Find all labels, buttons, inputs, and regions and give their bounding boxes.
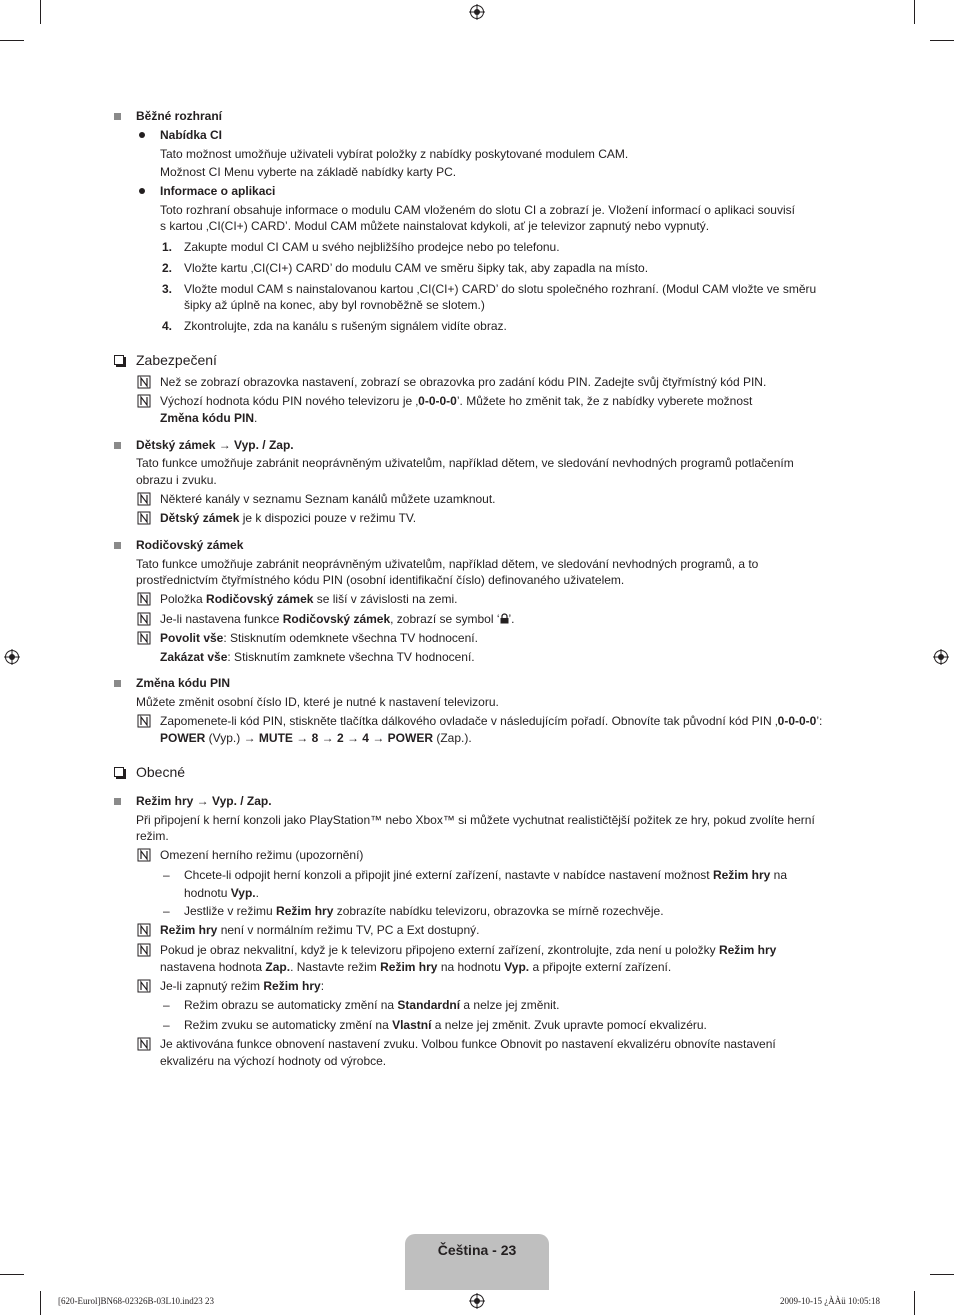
print-slug-right: 2009-10-15 ¿ÀÀü 10:05:18	[780, 1296, 880, 1306]
registration-mark-icon	[469, 1293, 485, 1309]
crop-mark	[914, 1291, 915, 1315]
note-text: Omezení herního režimu (upozornění)	[160, 848, 364, 862]
dash-bullet: –	[163, 998, 170, 1012]
square-bullet-icon	[114, 113, 121, 120]
text-run: Režim hry	[263, 979, 321, 993]
text-run: →	[368, 731, 388, 745]
paragraph-line: Tato funkce umožňuje zabránit neoprávněným uživatelům, například dětem, ve sledování nevhodných programů potlačením	[136, 456, 794, 470]
checkbox-bullet-icon	[114, 355, 124, 365]
text-run: Pokud je obraz nekvalitní, když je k televizoru připojeno externí zařízení, zkontrolujte, zda není u položky	[160, 943, 719, 957]
text-run: Vyp.	[230, 886, 256, 900]
section-heading: Změna kódu PIN	[136, 676, 231, 690]
note-icon	[137, 612, 151, 626]
round-bullet-icon	[139, 132, 145, 138]
dash-item-text	[184, 1017, 707, 1033]
text-run: a nelze jej změnit.	[460, 998, 560, 1012]
note-icon	[137, 848, 151, 862]
text-run: Režim hry	[712, 868, 771, 882]
text-run: , zobrazí se symbol ‘	[390, 612, 500, 626]
checkbox-bullet-icon	[114, 767, 124, 777]
square-bullet-icon	[114, 542, 121, 549]
note-text	[160, 649, 475, 665]
section-heading: Běžné rozhraní	[136, 109, 223, 123]
step-text: šipky až úplně na konec, aby byl rovnoběžně se slotem.)	[184, 298, 485, 312]
dash-bullet: –	[163, 904, 170, 918]
text-run: (Zap.).	[433, 731, 472, 745]
crop-mark	[0, 1274, 24, 1275]
note-icon	[137, 1037, 151, 1051]
crop-mark	[40, 0, 41, 24]
note-text: Je aktivována funkce obnovení nastavení zvuku. Volbou funkce Obnovit po nastavení ekvalizéru obnovíte nastavení	[160, 1037, 776, 1051]
remote-button-name: 4	[362, 731, 369, 745]
note-text	[160, 611, 515, 627]
pin-code: 0-0-0-0	[418, 394, 457, 408]
paragraph-line: Toto rozhraní obsahuje informace o modulu CAM vloženém do slotu CI a zobrazí je. Vložení informací o aplikaci souvisí	[160, 203, 795, 217]
step-number: 2.	[162, 261, 173, 275]
section-title: Zabezpečení	[136, 352, 217, 368]
text-run: Je-li zapnutý režim	[160, 979, 264, 993]
note-text: Než se zobrazí obrazovka nastavení, zobrazí se obrazovka pro zadání kódu PIN. Zadejte svůj čtyřmístný kód PIN.	[160, 375, 767, 389]
text-run: a nelze jej změnit. Zvuk upravte pomocí ekvalizéru.	[431, 1018, 707, 1032]
step-text: Vložte modul CAM s nainstalovanou kartou ‚CI(CI+) CARD’ do slotu společného rozhraní. (Modul CAM vložte ve směru	[184, 282, 817, 296]
note-text	[160, 978, 324, 994]
page-number-tab	[405, 1234, 549, 1290]
remote-button-name: POWER	[160, 731, 206, 745]
note-text	[160, 942, 776, 958]
paragraph-line: režim.	[136, 829, 169, 843]
text-run: Dětský zámek	[160, 511, 240, 525]
paragraph-line: prostřednictvím čtyřmístného kódu PIN (osobní identifikační číslo) definovaného uživatelem.	[136, 573, 625, 587]
text-run: Vlastní	[392, 1018, 432, 1032]
text-run: Vyp.	[504, 960, 530, 974]
note-icon	[137, 394, 151, 408]
text-run: a připojte externí zařízení.	[529, 960, 672, 974]
subheading: Nabídka CI	[160, 128, 223, 142]
text-run: →	[343, 731, 363, 745]
paragraph-line: Tato funkce umožňuje zabránit neoprávněným uživatelům, například dětem, ve sledování nevhodných programů, a to	[136, 557, 759, 571]
paragraph-line: s kartou ‚CI(CI+) CARD’. Modul CAM můžete nainstalovat kdykoli, ať je televizor zapnutý nebo vypnutý.	[160, 219, 710, 233]
text-run: Režim zvuku se automaticky změní na	[184, 1018, 393, 1032]
note-text	[160, 630, 478, 646]
remote-button-name: MUTE	[258, 731, 293, 745]
dash-item-text	[184, 885, 259, 901]
text-run: nastavena hodnota	[160, 960, 266, 974]
text-run: Režim hry	[276, 904, 334, 918]
section-heading: Dětský zámek → Vyp. / Zap.	[136, 438, 294, 452]
paragraph-line: Při připojení k herní konzoli jako PlayStation™ nebo Xbox™ si můžete vychutnat realističtější požitek ze hry, pokud zvolíte herní	[136, 813, 815, 827]
note-icon	[137, 631, 151, 645]
note-text: Některé kanály v seznamu Seznam kanálů můžete uzamknout.	[160, 492, 496, 506]
note-text	[160, 922, 479, 938]
crop-mark	[930, 40, 954, 41]
dash-bullet: –	[163, 868, 170, 882]
text-run: Chcete-li odpojit herní konzoli a připojit jiné externí zařízení, nastavte v nabídce nastavení možnost	[184, 868, 713, 882]
note-text	[160, 713, 822, 729]
crop-mark	[0, 40, 24, 41]
registration-mark-icon	[4, 649, 20, 665]
text-run: ’:	[816, 714, 823, 728]
text-run: Režim hry	[718, 943, 777, 957]
text-run: : Stisknutím zamknete všechna TV hodnocení.	[227, 650, 475, 664]
section-heading: Rodičovský zámek	[136, 538, 244, 552]
note-text: ekvalizéru na výchozí hodnoty od výrobce.	[160, 1054, 387, 1068]
text-run: Zapomenete-li kód PIN, stiskněte tlačítka dálkového ovladače v následujícím pořadí. Obnovíte tak původní kód PIN ‚	[160, 714, 778, 728]
remote-button-name: POWER	[387, 731, 433, 745]
print-slug-left: [620-Eurol]BN68-02326B-03L10.ind23 23	[58, 1296, 214, 1306]
text-run: Položka	[160, 592, 207, 606]
text-run: Zakázat vše	[160, 650, 228, 664]
text-run: Režim hry	[380, 960, 438, 974]
step-number: 1.	[162, 240, 173, 254]
text-run: : Stisknutím odemknete všechna TV hodnocení.	[223, 631, 478, 645]
text-run: na	[770, 868, 788, 882]
note-text	[160, 959, 671, 975]
button-sequence	[160, 730, 472, 746]
note-icon	[137, 592, 151, 606]
square-bullet-icon	[114, 680, 121, 687]
note-text	[160, 510, 416, 526]
text-run: není v normálním režimu TV, PC a Ext dostupný.	[217, 923, 480, 937]
dash-item-text	[184, 903, 664, 919]
section-title: Obecné	[136, 764, 186, 780]
text-run: →	[318, 731, 337, 745]
text-run: na hodnotu	[437, 960, 505, 974]
paragraph-line: Možnost CI Menu vyberte na základě nabídky karty PC.	[160, 165, 457, 179]
text-run: .	[254, 411, 258, 425]
note-icon	[137, 923, 151, 937]
text-run: Jestliže v režimu	[184, 904, 277, 918]
step-text: Vložte kartu ‚CI(CI+) CARD’ do modulu CAM ve směru šipky tak, aby zapadla na místo.	[184, 261, 649, 275]
note-text	[160, 393, 752, 409]
note-icon	[137, 714, 151, 728]
text-run: ’.	[508, 612, 515, 626]
step-text: Zakupte modul CI CAM u svého nejbližšího prodejce nebo po telefonu.	[184, 240, 560, 254]
text-run: →	[292, 731, 312, 745]
text-run: .	[255, 886, 259, 900]
text-run: (Vyp.) →	[205, 731, 259, 745]
text-run: Standardní	[397, 998, 461, 1012]
text-run: Režim obrazu se automaticky změní na	[184, 998, 398, 1012]
menu-reference: Změna kódu PIN	[160, 411, 255, 425]
page-label: Čeština - 23	[437, 1242, 517, 1258]
text-run: Rodičovský zámek	[206, 592, 314, 606]
remote-button-name: 8	[311, 731, 319, 745]
note-text	[160, 591, 457, 607]
dash-bullet: –	[163, 1018, 170, 1032]
lock-icon	[500, 613, 509, 624]
square-bullet-icon	[114, 798, 121, 805]
paragraph-line: Můžete změnit osobní číslo ID, které je nutné k nastavení televizoru.	[136, 695, 499, 709]
text-run: se liší v závislosti na zemi.	[313, 592, 458, 606]
note-text	[160, 410, 257, 426]
paragraph-line: obrazu i zvuku.	[136, 473, 217, 487]
note-icon	[137, 511, 151, 525]
text-run: :	[320, 979, 325, 993]
round-bullet-icon	[139, 188, 145, 194]
paragraph-line: Tato možnost umožňuje uživateli vybírat položky z nabídky poskytované modulem CAM.	[160, 147, 629, 161]
text-run: Povolit vše	[160, 631, 224, 645]
pin-code: 0-0-0-0	[777, 714, 817, 728]
section-heading: Režim hry → Vyp. / Zap.	[136, 794, 272, 808]
text-run: Je-li nastavena funkce	[160, 612, 283, 626]
step-number: 3.	[162, 282, 173, 296]
text-run: hodnotu	[184, 886, 231, 900]
text-run: Rodičovský zámek	[282, 612, 391, 626]
text-run: zobrazíte nabídku televizoru, obrazovka se mírně rozechvěje.	[333, 904, 664, 918]
text-run: Zap.	[265, 960, 291, 974]
text-run: je k dispozici pouze v režimu TV.	[239, 511, 417, 525]
dash-item-text	[184, 997, 559, 1013]
step-text: Zkontrolujte, zda na kanálu s rušeným signálem vidíte obraz.	[184, 319, 507, 333]
registration-mark-icon	[933, 649, 949, 665]
crop-mark	[40, 1291, 41, 1315]
note-icon	[137, 943, 151, 957]
crop-mark	[914, 0, 915, 24]
note-icon	[137, 492, 151, 506]
crop-mark	[930, 1274, 954, 1275]
note-icon	[137, 979, 151, 993]
text-run: . Nastavte režim	[290, 960, 381, 974]
step-number: 4.	[162, 319, 173, 333]
text-run: ’. Můžete ho změnit tak, že z nabídky vyberete možnost	[456, 394, 753, 408]
registration-mark-icon	[469, 4, 485, 20]
subheading: Informace o aplikaci	[160, 184, 276, 198]
text-run: Výchozí hodnota kódu PIN nového televizoru je ‚	[160, 394, 419, 408]
text-run: Režim hry	[160, 923, 218, 937]
dash-item-text	[184, 867, 787, 883]
note-icon	[137, 375, 151, 389]
remote-button-name: 2	[336, 731, 344, 745]
square-bullet-icon	[114, 442, 121, 449]
